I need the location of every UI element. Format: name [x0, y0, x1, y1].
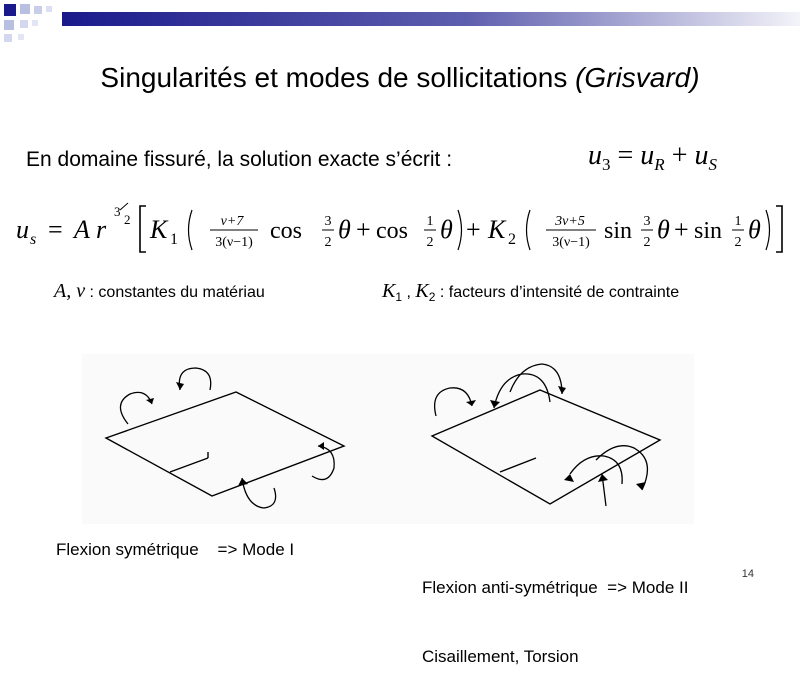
legend-factors-text: : facteurs d’intensité de contrainte — [435, 284, 680, 301]
legend-constants — [54, 280, 265, 303]
eq-sum-t1: u — [640, 140, 655, 171]
eq-main-frac2-den: 3(ν−1) — [552, 235, 590, 250]
eq-sum-t2: u — [694, 140, 709, 171]
eq-main-sin1-num: 3 — [643, 214, 651, 229]
legend-K1: K — [382, 280, 396, 302]
eq-main-frac1-den: 3(ν−1) — [215, 235, 253, 250]
equation-sum — [588, 140, 717, 175]
equation-main — [14, 200, 794, 260]
eq-main-plus2: + — [466, 215, 481, 244]
eq-main-lhs-sub: s — [30, 231, 37, 248]
eq-main-half3-den: 2 — [324, 235, 332, 250]
eq-main-K2: K — [488, 215, 506, 244]
title-main: Singularités et modes de sollicitations — [100, 62, 576, 93]
title-author: (Grisvard) — [575, 62, 700, 93]
eq-main-cos1: cos — [270, 218, 302, 244]
eq-main-sin2-num: 1 — [734, 214, 742, 229]
legend-K2: K — [415, 280, 429, 302]
eq-main-equals: = — [48, 215, 63, 244]
legend-K1-sub: 1 — [395, 290, 403, 305]
caption-mode-i: Flexion symétrique => Mode I — [56, 540, 295, 559]
eq-sum-t2-sub: S — [708, 155, 717, 174]
eq-main-exp-den: 2 — [124, 212, 131, 227]
legend-sep: , — [402, 284, 416, 301]
eq-main-half3-num: 3 — [324, 214, 332, 229]
eq-sum-equals: = — [617, 140, 634, 171]
legend-constants-symbols: A, ν — [54, 280, 86, 302]
header-rule — [62, 12, 800, 26]
eq-main-r: r — [96, 215, 107, 244]
legend-factors — [382, 280, 679, 304]
eq-main-theta3: θ — [657, 215, 670, 244]
eq-main-A: A — [74, 215, 90, 244]
intro-text: En domaine fissuré, la solution exacte s’écrit : — [26, 148, 453, 171]
eq-main-exp-num: 3 — [114, 204, 121, 219]
eq-main-theta4: θ — [748, 215, 761, 244]
caption-mode-ii-line1: Flexion anti-symétrique => Mode II — [422, 578, 689, 597]
eq-main-frac2-num: 3ν+5 — [555, 214, 585, 229]
eq-sum-lhs-sub: 3 — [602, 155, 611, 174]
eq-sum-plus: + — [671, 140, 688, 171]
page-number: 14 — [741, 568, 754, 580]
torsion-moment-arrows — [435, 364, 648, 506]
eq-main-K1-sub: 1 — [170, 231, 178, 248]
eq-main-lhs: u — [16, 215, 29, 244]
eq-main-sin2: sin — [694, 218, 723, 244]
caption-mode-ii — [422, 530, 688, 691]
eq-main-sin2-den: 2 — [734, 235, 742, 250]
eq-main-theta1: θ — [338, 215, 351, 244]
mode-i-plate-illustration — [92, 360, 362, 520]
eq-main-K2-sub: 2 — [508, 231, 516, 248]
mode-ii-plate-illustration — [420, 356, 690, 520]
slide-title — [0, 62, 800, 94]
eq-main-sin1-den: 2 — [643, 235, 651, 250]
eq-main-K1: K — [150, 215, 168, 244]
eq-main-theta2: θ — [440, 215, 453, 244]
legend-constants-text: : constantes du matériau — [85, 284, 265, 301]
bending-moment-arrows — [120, 368, 334, 508]
caption-mode-ii-line2: Cisaillement, Torsion — [422, 647, 579, 666]
eq-sum-t1-sub: R — [654, 155, 665, 174]
legend-K2-sub: 2 — [428, 290, 436, 305]
eq-sum-lhs: u — [588, 140, 602, 171]
eq-main-sin1: sin — [604, 218, 633, 244]
eq-main-plus3: + — [674, 215, 689, 244]
eq-main-half1-den: 2 — [426, 235, 434, 250]
eq-main-frac1-num: ν+7 — [220, 214, 244, 229]
logo-squares-icon — [0, 0, 60, 50]
eq-main-cos2: cos — [376, 218, 408, 244]
eq-main-half1-num: 1 — [426, 214, 434, 229]
eq-main-plus1: + — [356, 215, 371, 244]
